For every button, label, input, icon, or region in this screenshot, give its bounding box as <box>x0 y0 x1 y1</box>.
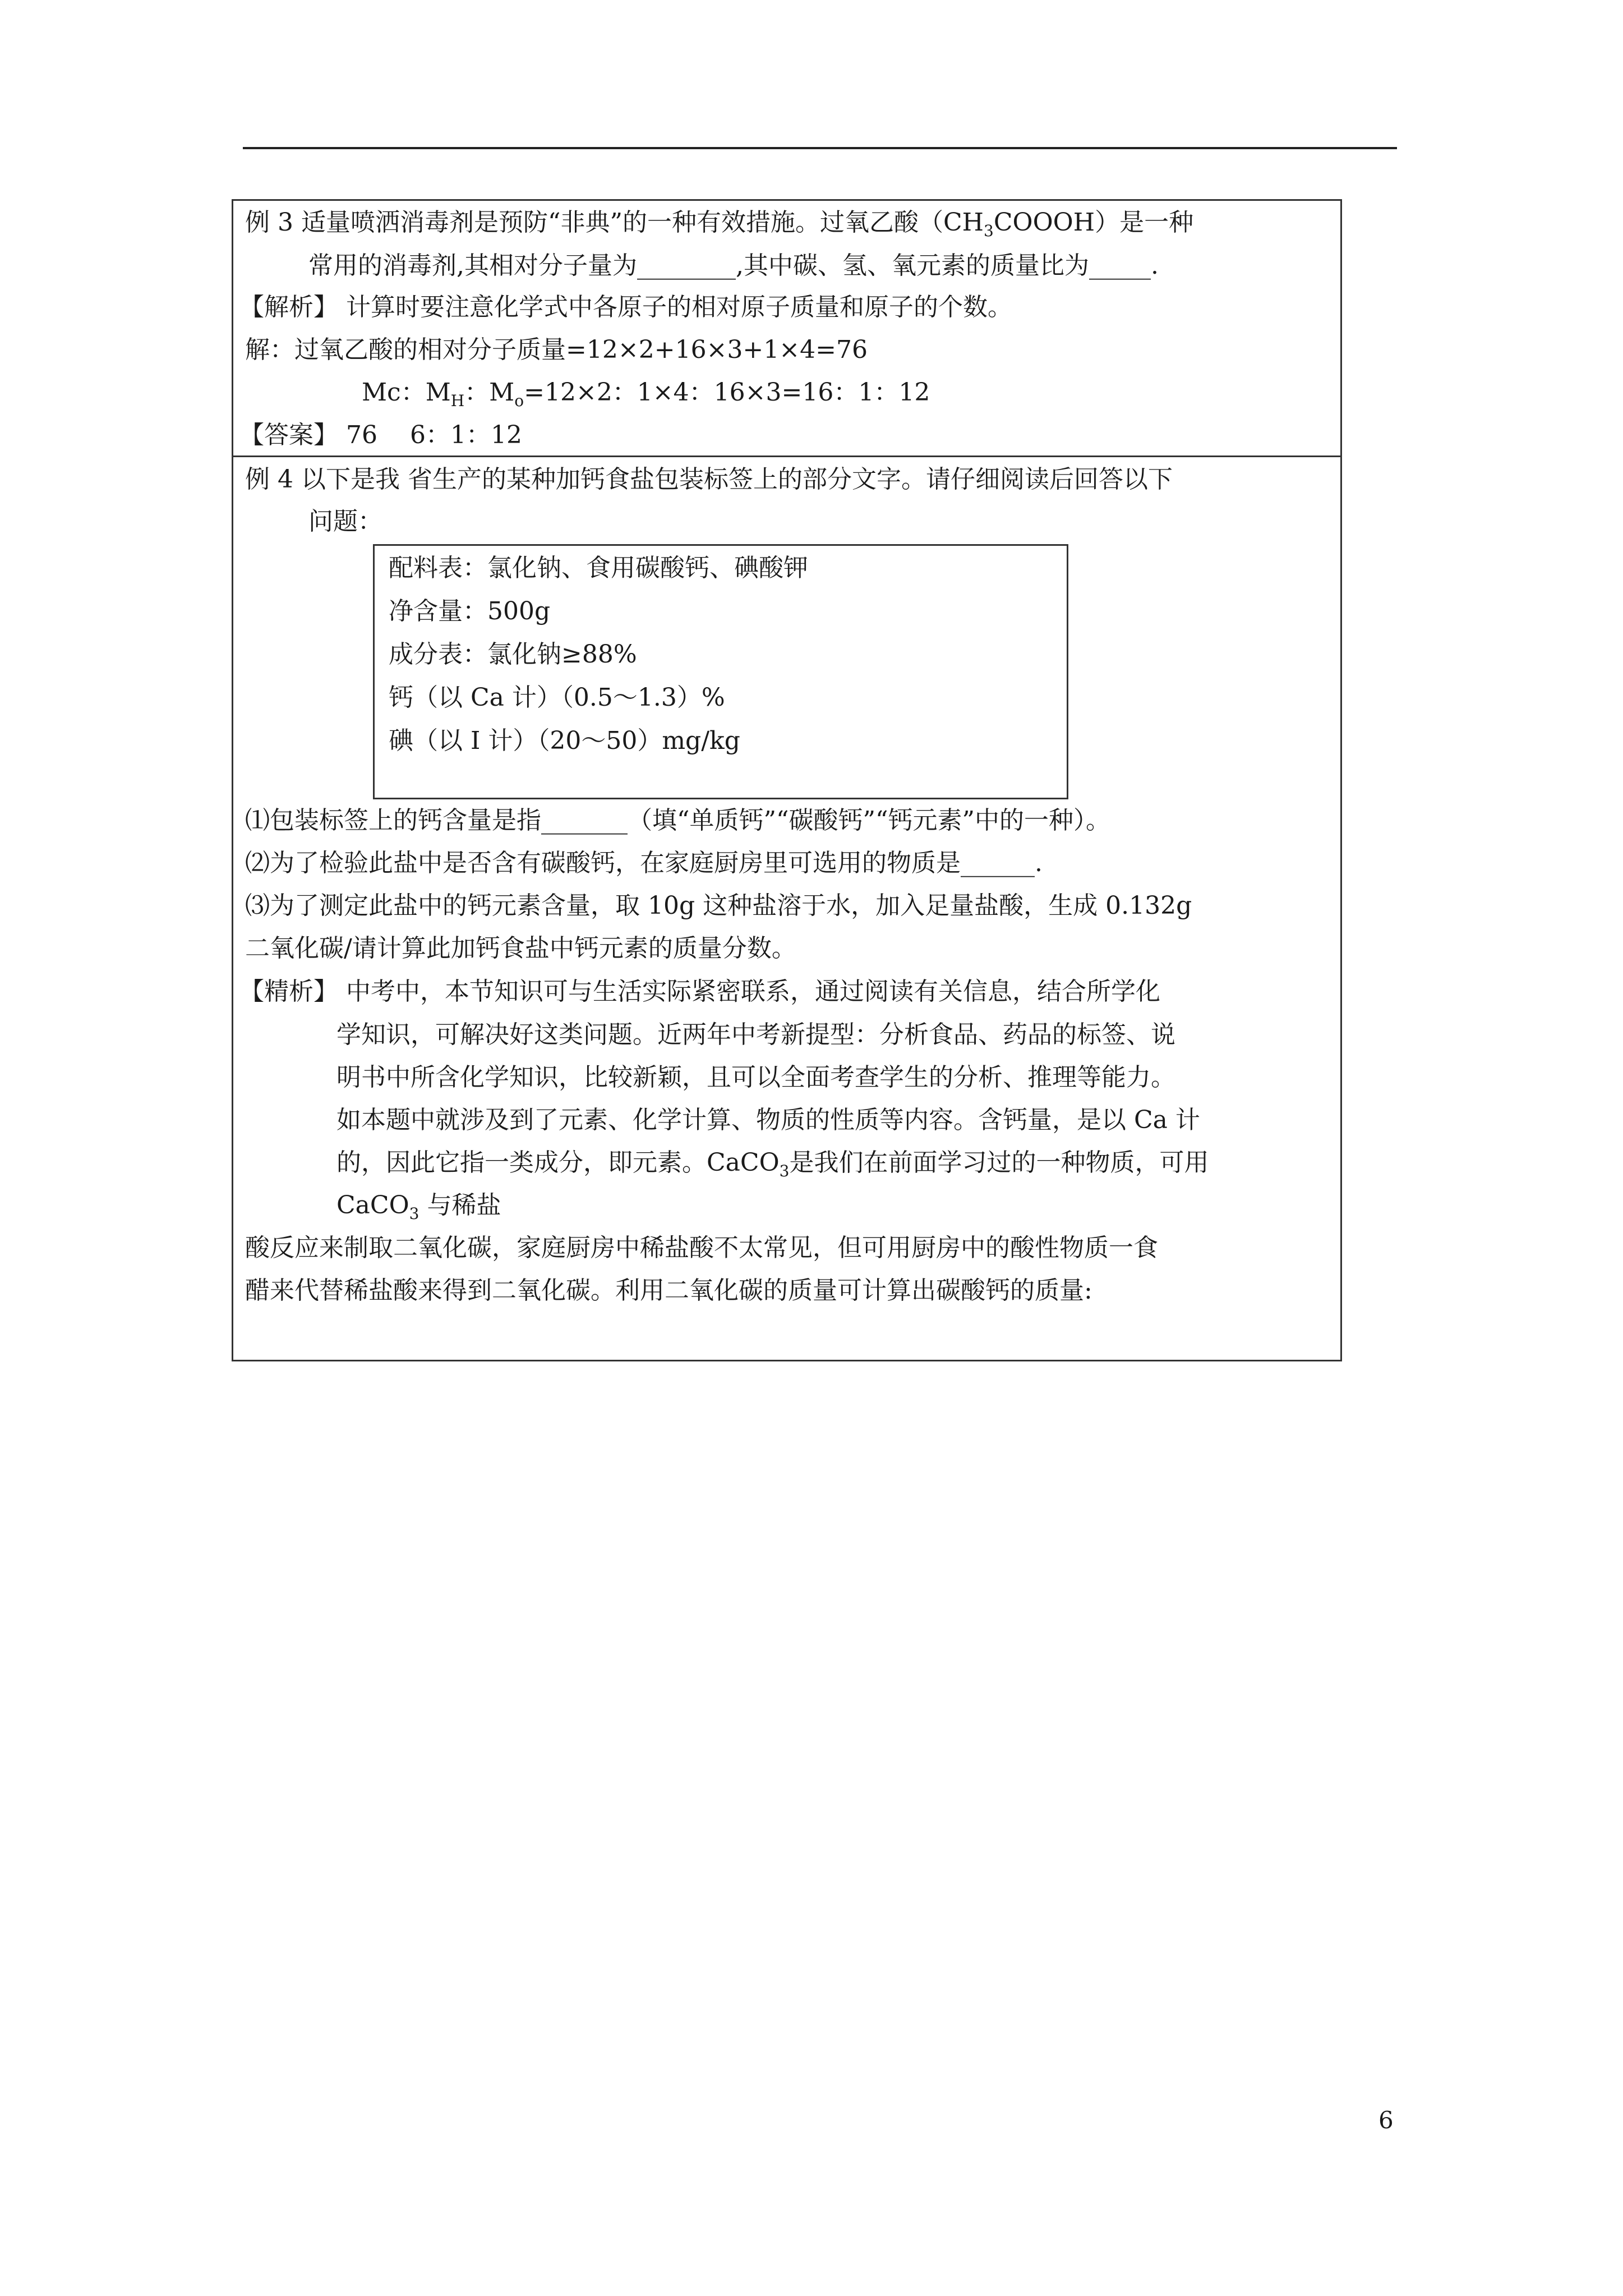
example-4-analysis-line-8: 醋来代替稀盐酸来得到二氧化碳。利用二氧化碳的质量可计算出碳酸钙的质量: <box>245 1276 1092 1305</box>
analysis-tag: 【精析】 <box>239 977 338 1006</box>
label-calcium: 钙（以 Ca 计）（0.5～1.3）% <box>389 683 725 712</box>
example-3-solution-line-2: Mc：$M_H$：$M_o=12\times 2$：1×4：16×3=16：1：12 <box>362 378 930 410</box>
example-4-question-line-1: 例 4 以下是我 省生产的某种加钙食盐包装标签上的部分文字。请仔细阅读后回答以下 <box>245 465 1173 494</box>
sub-question-2: ⑵为了检验此盐中是否含有碳酸钙，在家庭厨房里可选用的物质是______. <box>245 849 1043 877</box>
answer-tag: 【答案】 <box>239 421 338 449</box>
example-4-question-line-2: 问题： <box>308 507 382 536</box>
example-3-analysis: 【解析】 计算时要注意化学式中各原子的相对原子质量和原子的个数。 <box>239 293 1012 321</box>
example-3-question-line-1: 例 3 适量喷洒消毒剂是预防“非典”的一种有效措施。过氧乙酸$(CH_3COOOH)$是一种 <box>245 208 1194 240</box>
example-4-analysis-line-2: 学知识，可解决好这类问题。近两年中考新提型：分析食品、药品的标签、说 <box>336 1020 1175 1049</box>
sub-question-1: ⑴包装标签上的钙含量是指_______（填“单质钙”“碳酸钙”“钙元素”中的一种）。 <box>245 806 1110 835</box>
label-net-content: 净含量：500g <box>389 597 551 625</box>
sub-question-3-line-1: ⑶为了测定此盐中的钙元素含量，取 10g 这种盐溶于水，加入足量盐酸，生成 0.132g <box>245 891 1192 920</box>
example-4-analysis-line-3: 明书中所含化学知识，比较新颖，且可以全面考查学生的分析、推理等能力。 <box>336 1063 1175 1092</box>
example-4-analysis-line-1: 【精析】 中考中，本节知识可与生活实际紧密联系，通过阅读有关信息，结合所学化 <box>239 977 1160 1006</box>
example-4-analysis-line-4: 如本题中就涉及到了元素、化学计算、物质的性质等内容。含钙量，是以 Ca 计 <box>336 1106 1200 1134</box>
sub-question-3-line-2: 二氧化碳/请计算此加钙食盐中钙元素的质量分数。 <box>245 934 796 963</box>
example-4-analysis-line-7: 酸反应来制取二氧化碳，家庭厨房中稀盐酸不太常见，但可用厨房中的酸性物质一食 <box>245 1234 1158 1262</box>
example-4-analysis-line-5: 的，因此它指一类成分，即元素。CaCO$_3$是我们在前面学习过的一种物质，可用 <box>336 1148 1209 1180</box>
label-iodine: 碘（以 I 计）（20～50）mg/kg <box>389 726 740 755</box>
label-composition: 成分表：氯化钠≥88% <box>389 640 637 669</box>
page-number: 6 <box>1378 2106 1394 2134</box>
example-3-solution-line-1: 解：过氧乙酸的相对分子质量=12×2+16×3+1×4=76 <box>245 335 868 364</box>
header-rule <box>243 147 1397 149</box>
analysis-tag: 【解析】 <box>239 293 338 321</box>
example-4-analysis-line-6: CaCO$_3$ 与稀盐 <box>336 1191 501 1223</box>
example-3-answer: 【答案】 76 6：1：12 <box>239 421 522 449</box>
label-ingredients: 配料表：氯化钠、食用碳酸钙、碘酸钾 <box>389 554 808 582</box>
example-3-question-line-2: 常用的消毒剂,其相对分子量为________,其中碳、氢、氧元素的质量比为_____. <box>308 251 1159 280</box>
